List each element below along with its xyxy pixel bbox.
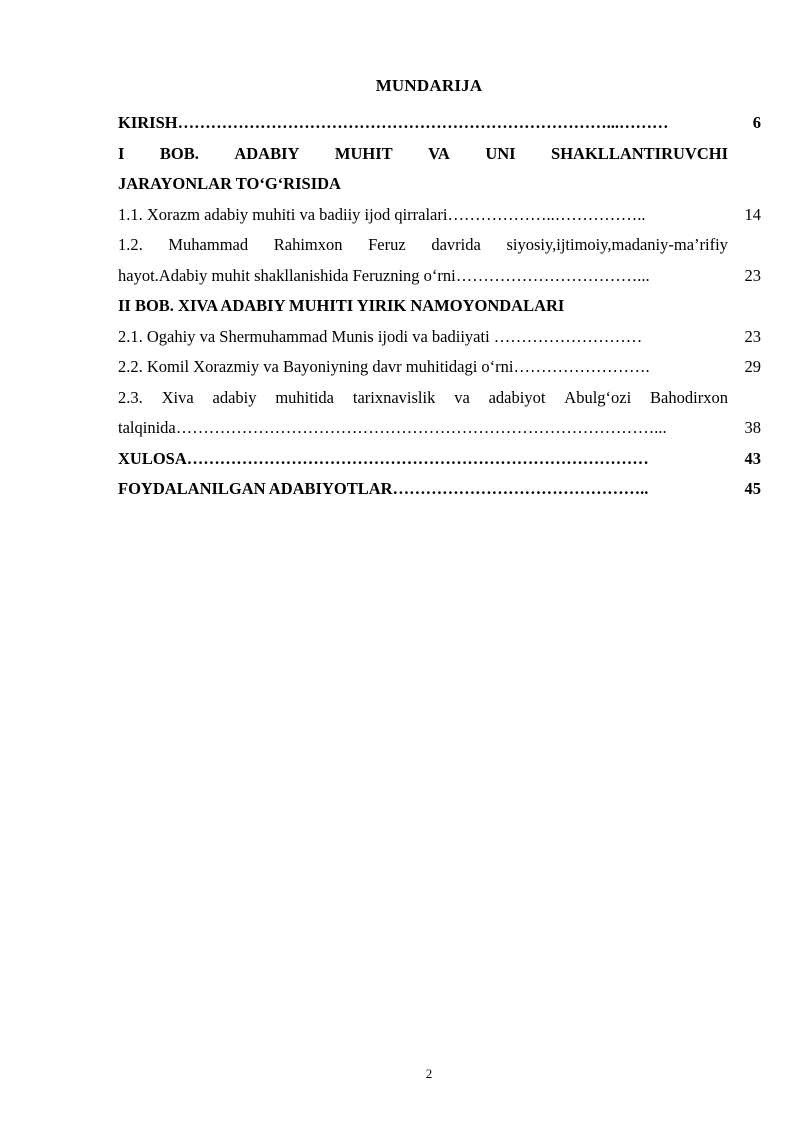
- toc-entry-page: 23: [744, 265, 761, 285]
- toc-entry-text: 2.3. Xiva adabiy muhitida tarixnavislik va adabiyot Abulg‘ozi Bahodirxon: [118, 387, 728, 407]
- toc-entry: [118, 200, 763, 231]
- toc-entry-text: I BOB. ADABIY MUHIT VA UNI SHAKLLANTIRUVCHI: [118, 143, 728, 163]
- toc-entry: [118, 352, 763, 383]
- toc-entry-text: XULOSA…………………………………………………………………………: [118, 448, 649, 468]
- toc-entry-text: FOYDALANILGAN ADABIYOTLAR………………………………………..: [118, 479, 649, 498]
- toc-entry: [118, 474, 763, 505]
- toc-entry: [118, 444, 763, 475]
- toc-entry: [118, 383, 763, 414]
- toc-entry-text: KIRISH……………………………………………………………………...………: [118, 113, 669, 132]
- toc-entry-page: 43: [744, 448, 761, 468]
- toc-entry-page: 29: [744, 357, 761, 376]
- toc-entry: [118, 413, 763, 444]
- table-of-contents: [118, 108, 763, 505]
- toc-entry-page: 23: [744, 326, 761, 346]
- page-number: 2: [425, 1066, 433, 1081]
- toc-entry: [118, 230, 763, 261]
- toc-entry: [118, 261, 763, 292]
- toc-entry-page: 6: [752, 113, 761, 132]
- toc-entry-text: 1.1. Xorazm adabiy muhiti va badiiy ijod qirralari………………..……………..: [118, 204, 646, 224]
- toc-entry-text: 2.1. Ogahiy va Shermuhammad Munis ijodi va badiiyati ………………………: [118, 326, 643, 346]
- toc-entry-text: 1.2. Muhammad Rahimxon Feruz davrida siyosiy,ijtimoiy,madaniy-ma’rifiy: [118, 235, 728, 254]
- toc-entry-text: hayot.Adabiy muhit shakllanishida Feruzning o‘rni……………………………...: [118, 265, 650, 285]
- toc-entry-page: 14: [744, 204, 761, 224]
- toc-entry: [118, 291, 763, 322]
- toc-entry-text: JARAYONLAR TO‘G‘RISIDA: [118, 174, 341, 193]
- toc-entry: [118, 108, 763, 139]
- toc-entry-text: 2.2. Komil Xorazmiy va Bayoniyning davr muhitidagi o‘rni…………………….: [118, 357, 650, 376]
- toc-entry: [118, 169, 763, 200]
- toc-entry-page: 38: [744, 418, 761, 437]
- toc-entry: [118, 139, 763, 170]
- toc-entry-text: talqinida……………………………………………………………………………...: [118, 418, 667, 437]
- toc-entry-text: II BOB. XIVA ADABIY MUHITI YIRIK NAMOYONDALARI: [118, 296, 565, 315]
- toc-entry: [118, 322, 763, 353]
- page-title: MUNDARIJA: [375, 76, 483, 95]
- toc-entry-page: 45: [744, 479, 761, 498]
